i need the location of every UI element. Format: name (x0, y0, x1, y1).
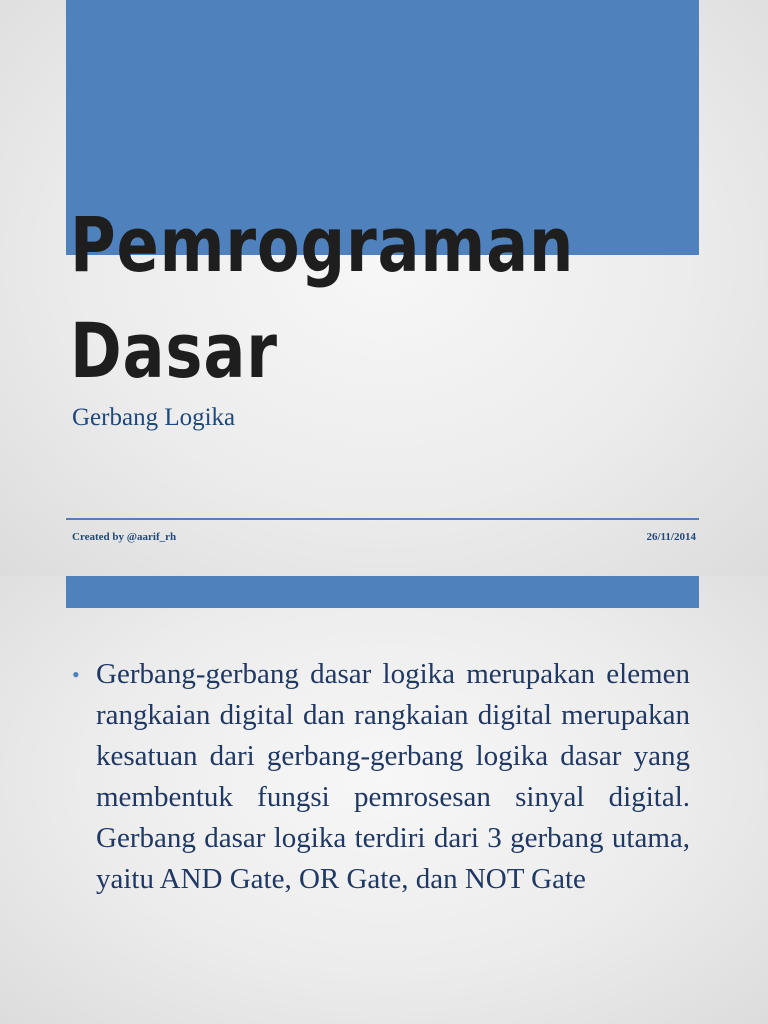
title-line-2: Dasar (70, 306, 278, 395)
footer-divider (66, 518, 699, 520)
bullet-icon: • (72, 662, 80, 687)
slide-title (70, 192, 574, 404)
slide-subtitle: Gerbang Logika (72, 404, 236, 431)
bullet-text: Gerbang-gerbang dasar logika merupakan elemen rangkaian digital dan rangkaian digital merupakan kesatuan dari gerbang-gerbang logika dasar yang membentuk fungsi pemrosesan sinyal digital. Gerbang dasar logika terdiri dari 3 gerbang utama, yaitu AND Gate, OR Gate, dan NOT Gate (96, 658, 690, 895)
content-slide (0, 576, 768, 1024)
title-line-1: Pemrograman (70, 200, 575, 289)
accent-block (66, 576, 699, 608)
author-credit: Created by @aarif_rh (72, 531, 177, 543)
bullet-item (72, 654, 690, 900)
bullet-list (72, 654, 690, 900)
slide-date: 26/11/2014 (646, 531, 696, 543)
